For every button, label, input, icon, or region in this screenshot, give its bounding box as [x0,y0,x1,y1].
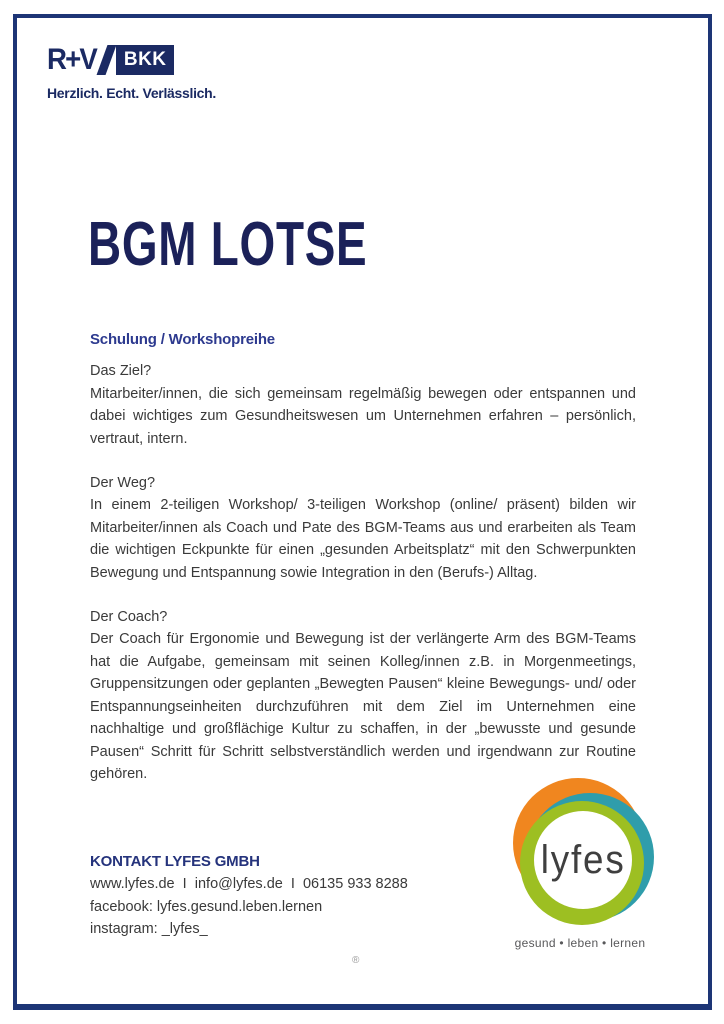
rv-bkk-logo-row [47,44,216,76]
contact-web-email-phone: www.lyfes.de I info@lyfes.de I 06135 933 8288 [90,876,408,893]
rv-bkk-logo [47,44,216,101]
section-heading: Das Ziel? [90,363,152,380]
contact-block [90,851,490,940]
section-das-ziel [90,360,636,450]
body-content [90,329,636,807]
lyfes-logo-center [534,811,632,909]
lyfes-logo [500,770,680,955]
rv-slash-icon [97,45,117,75]
lyfes-tagline: gesund • leben • lernen [514,936,646,950]
section-der-coach [90,606,636,785]
section-body: Der Coach für Ergonomie und Bewegung ist der verlängerte Arm des BGM-Teams hat die Aufgabe, gemeinsam mit seinen Kolleg/innen z.B. in Morgenmeetings, Gruppensitzungen oder geplanten „Bewegten Pausen“ kleine Bewegungs- und/ oder Entspannungseinheiten durchzuführen mit dem Ziel im Unternehmen eine nachhaltige und großflächige Kultur zu schaffen, in der „bewusste und gesunde Pausen“ Schritt für Schritt selbstverständlich werden und irgendwann zur Routine gehören. [90,631,636,782]
section-heading: Der Weg? [90,475,156,492]
bkk-logo-box: BKK [116,45,174,75]
contact-instagram: instagram: _lyfes_ [90,920,208,937]
contact-heading: KONTAKT LYFES GMBH [90,853,260,870]
section-body: Mitarbeiter/innen, die sich gemeinsam regelmäßig bewegen oder entspannen und dabei wichtiges zum Gesundheitswesen um Unternehmen erfahren – persönlich, vertraut, intern. [90,385,636,447]
contact-facebook: facebook: lyfes.gesund.leben.lernen [90,898,323,915]
subtitle: Schulung / Workshopreihe [90,331,275,348]
section-body: In einem 2-teiligen Workshop/ 3-teiligen Workshop (online/ präsent) bilden wir Mitarbeiter/innen als Coach und Pate des BGM-Teams aus und erarbeiten als Team die wichtigen Eckpunkte für einen „gesunden Arbeitsplatz“ mit den Schwerpunkten Bewegung und Entspannung sowie Integration in den (Berufs-) Alltag. [90,497,636,581]
page-title: BGM LOTSE [88,210,368,279]
registered-trademark-symbol: ® [352,955,360,966]
rv-logo-text: R+V [47,43,96,76]
lyfes-wordmark: lyfes [540,838,626,882]
brand-tagline: Herzlich. Echt. Verlässlich. [47,85,217,101]
section-heading: Der Coach? [90,609,168,626]
section-der-weg [90,472,636,584]
